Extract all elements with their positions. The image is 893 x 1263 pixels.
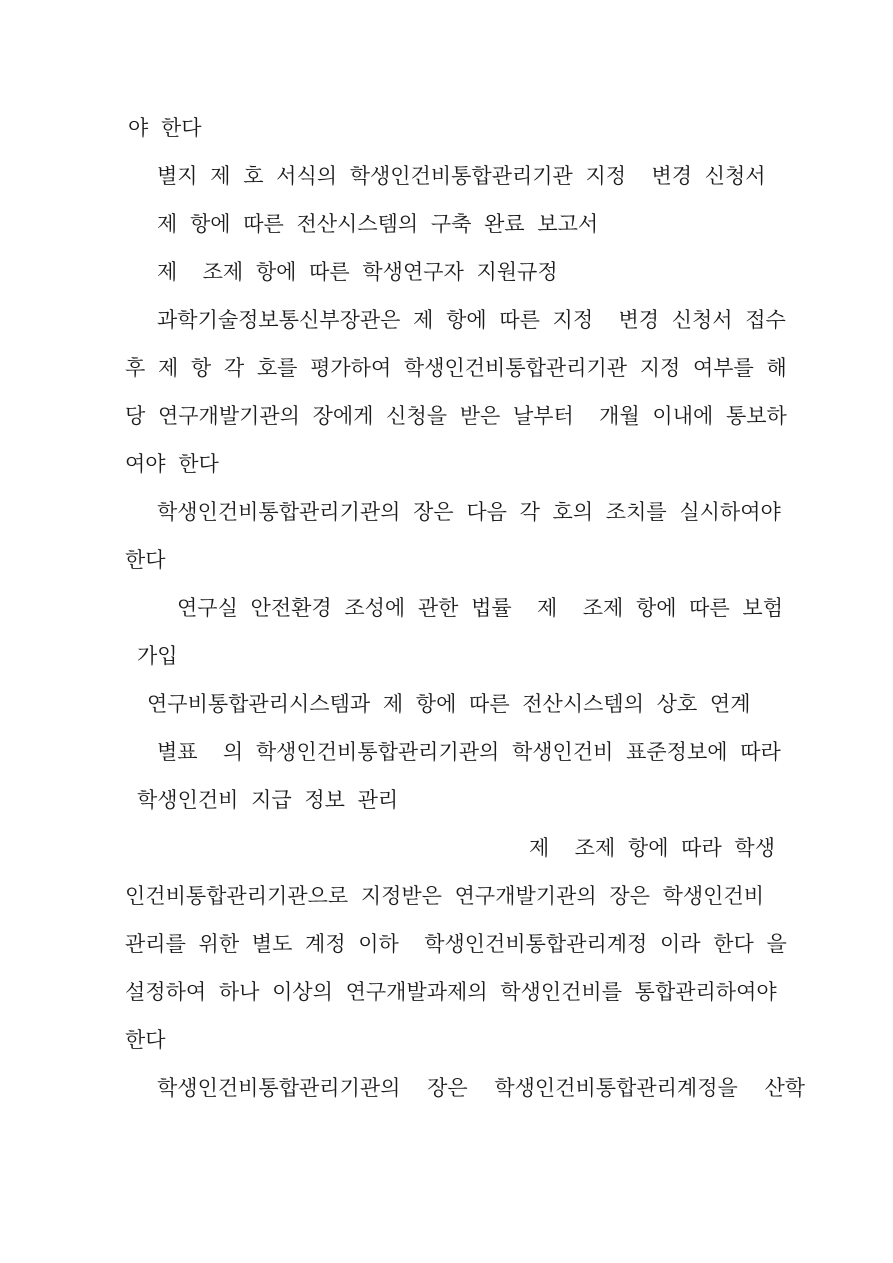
text-line: 여야 한다 xyxy=(125,452,219,476)
text-line: 설정하여 하나 이상의 연구개발과제의 학생인건비를 통합관리하여야 xyxy=(125,980,777,1004)
text-line: 가입 xyxy=(137,644,178,668)
text-line: 제 조제 항에 따른 학생연구자 지원규정 xyxy=(157,260,558,284)
text-line: 학생인건비 지급 정보 관리 xyxy=(137,788,399,812)
text-line: 한다 xyxy=(125,1028,166,1052)
text-line: 인건비통합관리기관으로 지정받은 연구개발기관의 장은 학생인건비 xyxy=(125,884,764,908)
text-line: 연구비통합관리시스템과 제 항에 따른 전산시스템의 상호 연계 xyxy=(147,692,751,716)
text-line: 제 항에 따른 전산시스템의 구축 완료 보고서 xyxy=(157,212,599,236)
text-line: 당 연구개발기관의 장에게 신청을 받은 날부터 개월 이내에 통보하 xyxy=(125,404,787,428)
text-line: 과학기술정보통신부장관은 제 항에 따른 지정 변경 신청서 접수 xyxy=(157,308,786,332)
text-line: 한다 xyxy=(125,548,166,572)
text-line: 관리를 위한 별도 계정 이하 학생인건비통합관리계정 이라 한다 을 xyxy=(125,932,787,956)
text-line: 학생인건비통합관리기관의 장은 학생인건비통합관리계정을 산학 xyxy=(157,1076,806,1100)
text-block xyxy=(122,104,806,1112)
text-line: 연구실 안전환경 조성에 관한 법률 제 조제 항에 따른 보험 xyxy=(177,596,784,620)
text-line: 후 제 항 각 호를 평가하여 학생인건비통합관리기관 지정 여부를 해 xyxy=(125,356,787,380)
text-line: 별지 제 호 서식의 학생인건비통합관리기관 지정 변경 신청서 xyxy=(157,164,766,188)
text-line: 제 조제 항에 따라 학생 xyxy=(529,836,775,860)
text-line: 야 한다 xyxy=(128,116,202,140)
text-line: 별표 의 학생인건비통합관리기관의 학생인건비 표준정보에 따라 xyxy=(157,740,781,764)
text-line: 학생인건비통합관리기관의 장은 다음 각 호의 조치를 실시하여야 xyxy=(157,500,781,524)
